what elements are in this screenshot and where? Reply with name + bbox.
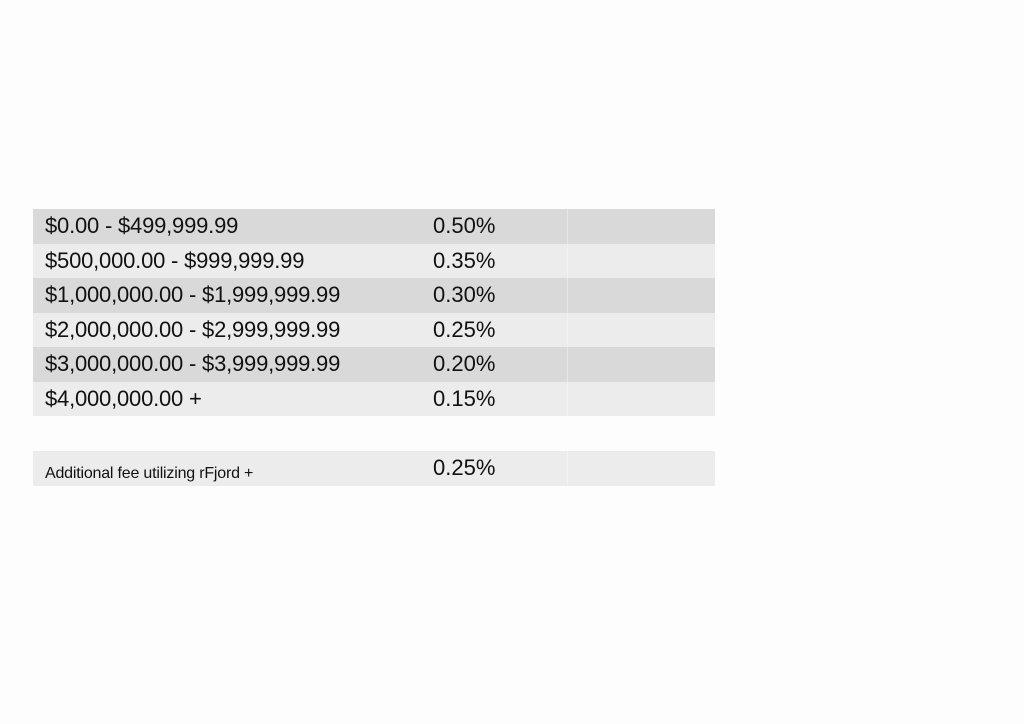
empty-cell: [567, 313, 715, 348]
tier-range: $3,000,000.00 - $3,999,999.99: [45, 351, 341, 377]
tier-range: $1,000,000.00 - $1,999,999.99: [45, 282, 341, 308]
tier-range: $4,000,000.00 +: [45, 385, 202, 411]
tier-rate: 0.50%: [433, 213, 496, 239]
table-spacer: [33, 416, 715, 451]
tier-rate: 0.35%: [433, 247, 496, 273]
additional-fee-rate: 0.25%: [433, 455, 496, 480]
fee-tier-row: [33, 278, 715, 313]
tier-range: $2,000,000.00 - $2,999,999.99: [45, 316, 341, 342]
tier-rate: 0.20%: [433, 351, 496, 377]
fee-tier-row: [33, 382, 715, 417]
empty-cell: [567, 278, 715, 313]
fee-tier-row: [33, 209, 715, 244]
additional-fee-label: Additional fee utilizing rFjord +: [45, 464, 254, 482]
tier-rate: 0.25%: [433, 316, 496, 342]
fee-tier-row: [33, 347, 715, 382]
tier-range: $500,000.00 - $999,999.99: [45, 247, 305, 273]
tier-rate: 0.15%: [433, 385, 496, 411]
empty-cell: [567, 244, 715, 279]
empty-cell: [567, 382, 715, 417]
tier-range: $0.00 - $499,999.99: [45, 213, 239, 239]
additional-fee-row: [33, 451, 715, 486]
empty-cell: [567, 347, 715, 382]
fee-tier-row: [33, 244, 715, 279]
tier-rate: 0.30%: [433, 282, 496, 308]
fee-tier-row: [33, 313, 715, 348]
empty-cell: [567, 209, 715, 244]
empty-cell: [567, 451, 715, 486]
fee-schedule-table: [33, 209, 715, 486]
